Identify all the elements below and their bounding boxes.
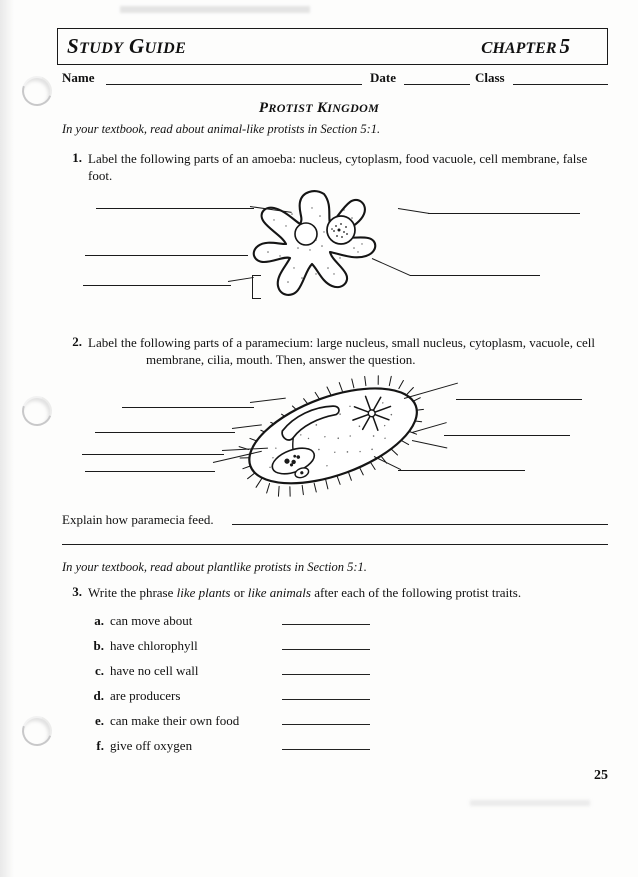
question-3-number: 3. [72,584,82,599]
paramecium-label-line-left-1[interactable] [122,407,254,408]
trait-label-e: can make their own food [110,713,240,728]
trait-letter-e: e. [94,713,104,728]
amoeba-label-line-left-1[interactable] [96,208,254,209]
trait-answer-blank-d[interactable] [282,699,370,700]
scan-smudge-top [120,6,310,13]
name-field-label: Name [62,70,95,85]
question-3-italic-like-plants: like plants [176,585,231,600]
trait-answer-blank-e[interactable] [282,724,370,725]
amoeba-label-line-right-2[interactable] [410,275,540,276]
class-field-blank[interactable] [513,84,608,85]
paramecium-label-line-left-4[interactable] [85,471,215,472]
question-2-line-2: membrane, cilia, mouth. Then, answer the question. [146,352,416,367]
trait-answer-blank-b[interactable] [282,649,370,650]
trait-letter-d: d. [93,688,104,703]
amoeba-label-line-right-1[interactable] [428,213,580,214]
trait-letter-c: c. [94,663,104,678]
question-3-text: Write the phrase like plants or like animals after each of the following protist traits. [88,585,522,600]
paramecium-label-line-right-2[interactable] [444,435,570,436]
textbook-note-2: In your textbook, read about plantlike protists in Section 5:1. [62,560,367,574]
amoeba-label-line-left-3[interactable] [83,285,231,286]
trait-label-f: give off oxygen [110,738,193,753]
scan-smudge-bottom [470,800,590,806]
page-number: 25 [594,768,608,783]
date-field-label: Date [370,70,396,85]
textbook-note-1: In your textbook, read about animal-like protists in Section 5:1. [62,122,381,136]
question-2-number: 2. [72,334,82,349]
amoeba-label-line-left-2[interactable] [85,255,248,256]
amoeba-false-foot-bracket [252,275,261,299]
paramecium-diagram [226,383,446,493]
trait-letter-a: a. [94,613,104,628]
question-1-line-1: Label the following parts of an amoeba: nucleus, cytoplasm, food vacuole, cell membrane, false [88,151,588,166]
chapter-label: CHAPTER 5 [481,34,570,58]
trait-answer-blank-f[interactable] [282,749,370,750]
class-field-label: Class [475,70,505,85]
page-title: PROTIST KINGDOM [258,100,380,116]
trait-letter-b: b. [93,638,104,653]
trait-answer-blank-c[interactable] [282,674,370,675]
explain-prompt: Explain how paramecia feed. [62,512,214,527]
trait-letter-f: f. [96,738,104,753]
trait-label-c: have no cell wall [110,663,199,678]
question-1-line-2: foot. [88,168,113,183]
paramecium-label-line-left-3[interactable] [82,454,224,455]
explain-answer-line-2[interactable] [62,544,608,545]
trait-label-a: can move about [110,613,193,628]
scan-edge-shadow [0,0,14,877]
trait-label-d: are producers [110,688,181,703]
explain-answer-line-1[interactable] [232,524,608,525]
trait-label-b: have chlorophyll [110,638,198,653]
paramecium-label-line-right-3[interactable] [398,470,525,471]
study-guide-title: STUDY GUIDE [67,34,187,58]
name-field-blank[interactable] [106,84,362,85]
date-field-blank[interactable] [404,84,470,85]
paramecium-label-line-right-1[interactable] [456,399,582,400]
question-3-italic-like-animals: like animals [247,585,311,600]
paramecium-label-line-left-2[interactable] [95,432,235,433]
trait-answer-blank-a[interactable] [282,624,370,625]
question-2-line-1: Label the following parts of a paramecium: large nucleus, small nucleus, cytoplasm, vacuole, cell [88,335,595,350]
question-1-number: 1. [72,150,82,165]
